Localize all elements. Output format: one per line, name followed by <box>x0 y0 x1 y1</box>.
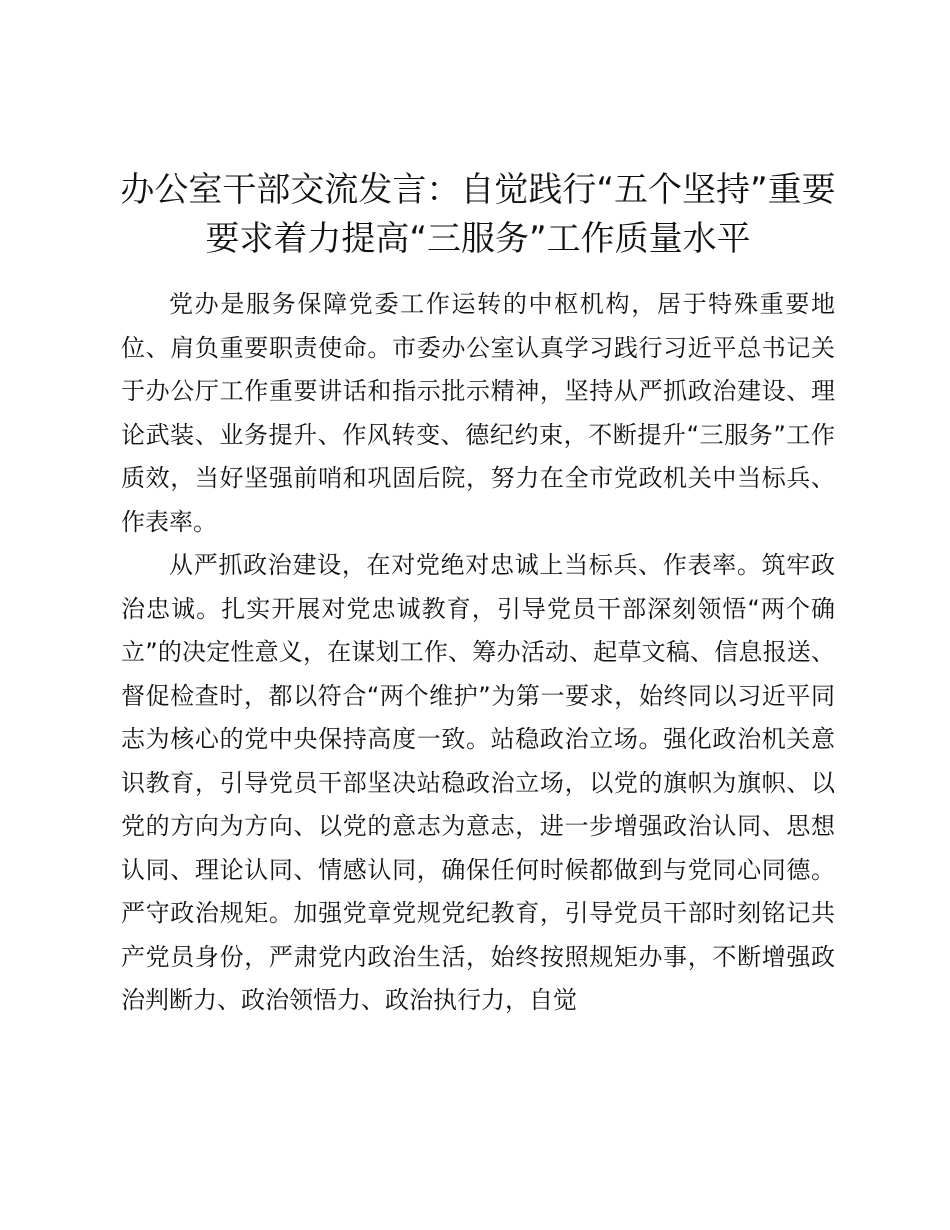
paragraph-political-building: 从严抓政治建设，在对党绝对忠诚上当标兵、作表率。筑牢政治忠诚。扎实开展对党忠诚教育，引导党员干部深刻领悟“两个确立”的决定性意义，在谋划工作、筹办活动、起草文稿、信息报送、督促检查时，都以符合“两个维护”为第一要求，始终同以习近平同志为核心的党中央保持高度一致。站稳政治立场。强化政治机关意识教育，引导党员干部坚决站稳政治立场，以党的旗帜为旗帜、以党的方向为方向、以党的意志为意志，进一步增强政治认同、思想认同、理论认同、情感认同，确保任何时候都做到与党同心同德。严守政治规矩。加强党章党规党纪教育，引导党员干部时刻铭记共产党员身份，严肃党内政治生活，始终按照规矩办事，不断增强政治判断力、政治领悟力、政治执行力，自觉 <box>121 551 835 1014</box>
document-title: 办公室干部交流发言：自觉践行“五个坚持”重要要求着力提高“三服务”工作质量水平 <box>120 170 836 259</box>
paragraph-intro: 党办是服务保障党委工作运转的中枢机构，居于特殊重要地位、肩负重要职责使命。市委办公室认真学习践行习近平总书记关于办公厅工作重要讲话和指示批示精神，坚持从严抓政治建设、理论武装、业务提升、作风转变、德纪约束，不断提升“三服务”工作质效，当好坚强前哨和巩固后院，努力在全市党政机关中当标兵、作表率。 <box>121 290 835 536</box>
document-body <box>121 283 835 1023</box>
